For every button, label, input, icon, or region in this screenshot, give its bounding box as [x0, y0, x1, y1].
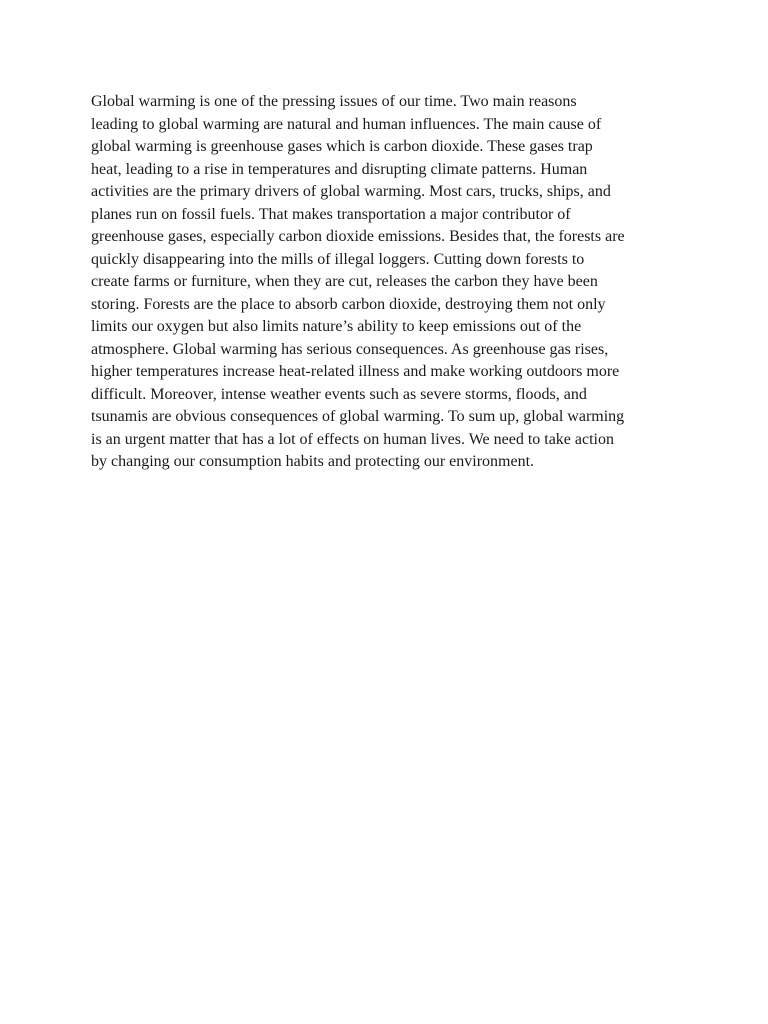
paragraph-line: storing. Forests are the place to absorb carbon dioxide, destroying them not only: [91, 295, 606, 313]
paragraph-line: global warming is greenhouse gases which is carbon dioxide. These gases trap: [91, 138, 593, 155]
paragraph-line: planes run on fossil fuels. That makes transportation a major contributor of: [91, 205, 571, 223]
paragraph-line: quickly disappearing into the mills of illegal loggers. Cutting down forests to: [91, 250, 585, 268]
paragraph-line: atmosphere. Global warming has serious consequences. As greenhouse gas rises,: [91, 340, 609, 358]
paragraph-line: higher temperatures increase heat-related illness and make working outdoors more: [91, 363, 620, 380]
paragraph-line: limits our oxygen but also limits nature’s ability to keep emissions out of the: [91, 318, 582, 335]
paragraph-line: Global warming is one of the pressing issues of our time. Two main reasons: [91, 93, 577, 110]
paragraph-line: heat, leading to a rise in temperatures and disrupting climate patterns. Human: [91, 160, 588, 178]
paragraph-line: by changing our consumption habits and protecting our environment.: [91, 453, 535, 470]
paragraph-line: leading to global warming are natural and human influences. The main cause of: [91, 115, 602, 133]
paragraph-line: greenhouse gases, especially carbon dioxide emissions. Besides that, the forests are: [91, 228, 625, 245]
body-paragraph: [91, 91, 681, 474]
paragraph-line: create farms or furniture, when they are cut, releases the carbon they have been: [91, 273, 598, 290]
paragraph-line: tsunamis are obvious consequences of global warming. To sum up, global warming: [91, 408, 625, 425]
paragraph-line: difficult. Moreover, intense weather events such as severe storms, floods, and: [91, 385, 587, 403]
paragraph-line: activities are the primary drivers of global warming. Most cars, trucks, ships, and: [91, 183, 611, 200]
paragraph-line: is an urgent matter that has a lot of effects on human lives. We need to take action: [91, 430, 614, 448]
